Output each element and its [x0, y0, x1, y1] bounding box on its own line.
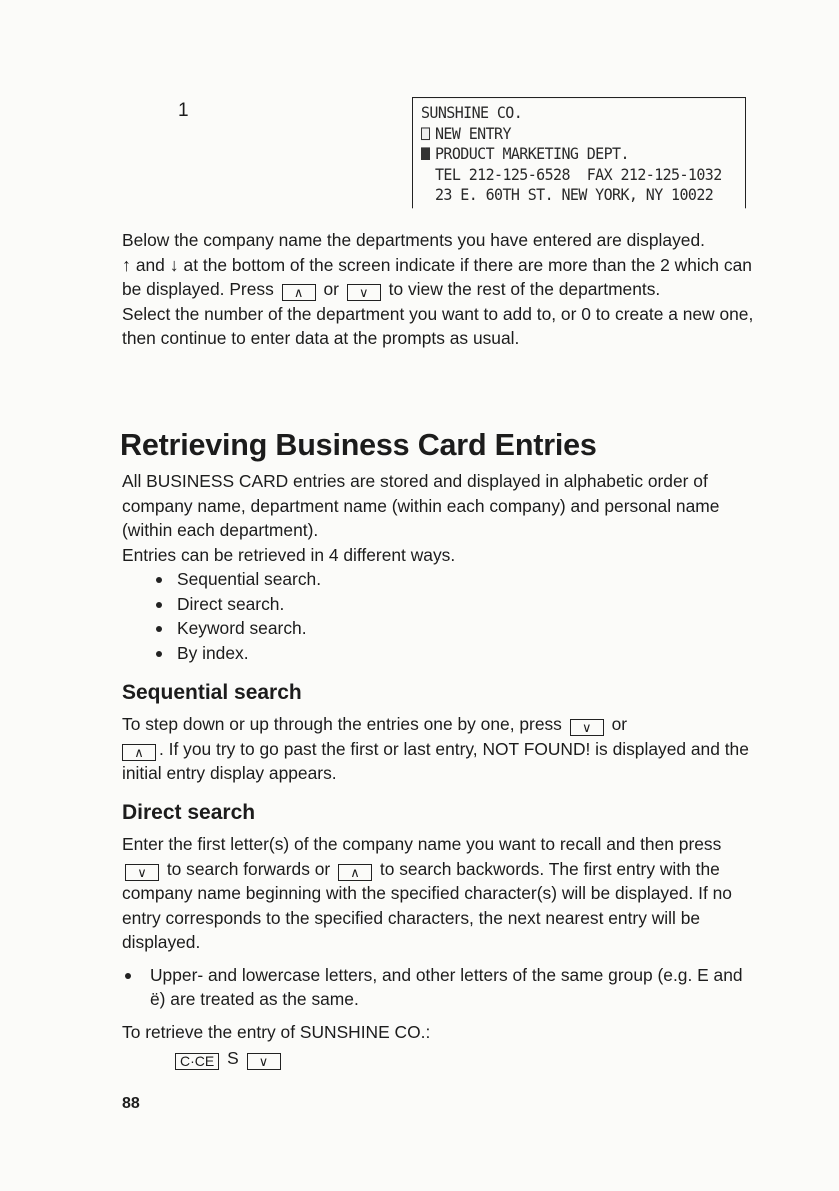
- sequential-search-text: To step down or up through the entries one by one, press ∨ or ∧ . If you try to go past the first or last entry, NOT FOUND! is displayed and the initial entry display appears.: [122, 714, 749, 783]
- lcd-line-new-entry: [421, 124, 745, 144]
- list-item: By index.: [122, 641, 762, 666]
- intro-text: [122, 228, 762, 351]
- lcd-display: [412, 97, 746, 208]
- example-letter: S: [227, 1048, 239, 1068]
- down-key-icon: ∨: [347, 284, 381, 301]
- lcd-line-phone: TEL 212-125-6528 FAX 212-125-1032: [435, 164, 722, 184]
- list-item: Direct search.: [122, 592, 762, 617]
- step-number: 1: [178, 100, 189, 121]
- direct-search-heading: Direct search: [122, 801, 256, 824]
- example-intro: To retrieve the entry of SUNSHINE CO.:: [122, 1021, 431, 1042]
- lcd-new-entry-text: NEW ENTRY: [435, 123, 511, 143]
- example-keys: [122, 1046, 762, 1071]
- down-arrow-icon: ↓: [169, 254, 179, 275]
- direct-search-text: Enter the first letter(s) of the company name you want to recall and then press ∨ to search forwards or ∧ to search backwords. The first entry with the company name beginning with the specified character(s) will be displayed. If no entry corresponds to the specified characters, the next nearest entry will be displayed. Upper- and lowercase letters, and other letters of the same group (e.g. E and ë) are treated as the same. To retrieve the entry of SUNSHINE CO.: C·CE S ∨: [122, 832, 762, 1071]
- lcd-line-address: 23 E. 60TH ST. NEW YORK, NY 10022: [435, 185, 714, 205]
- list-item: Sequential search.: [122, 567, 762, 592]
- up-key-icon: ∧: [282, 284, 316, 301]
- section-paragraph-2: Entries can be retrieved in 4 different ways.: [122, 544, 456, 565]
- direct-search-note: [122, 963, 762, 1012]
- page-number: 88: [122, 1095, 140, 1112]
- new-entry-marker-icon: [421, 127, 430, 140]
- down-key-icon: ∨: [570, 719, 604, 736]
- up-key-icon: ∧: [338, 864, 372, 881]
- down-key-icon: ∨: [125, 864, 159, 881]
- lcd-department-text: PRODUCT MARKETING DEPT.: [435, 144, 629, 164]
- section-body: [122, 469, 762, 665]
- intro-paragraph-2: ↑ and ↓ at the bottom of the screen indicate if there are more than the 2 which can be displayed. Press ∧ or ∨ to view the rest of the departments.: [122, 254, 752, 300]
- department-marker-icon: [421, 147, 430, 160]
- clear-key-icon: C·CE: [175, 1053, 219, 1070]
- retrieval-methods-list: [122, 567, 762, 665]
- lcd-line-company: SUNSHINE CO.: [421, 103, 523, 123]
- section-title: Retrieving Business Card Entries: [120, 428, 597, 462]
- up-key-icon: ∧: [122, 744, 156, 761]
- up-arrow-icon: ↑: [122, 254, 131, 275]
- down-key-icon: ∨: [247, 1053, 281, 1070]
- intro-paragraph-3: Select the number of the department you want to add to, or 0 to create a new one, then continue to enter data at the prompts as usual.: [122, 303, 754, 348]
- intro-paragraph-1: Below the company name the departments you have entered are displayed.: [122, 230, 705, 250]
- section-paragraph-1: All BUSINESS CARD entries are stored and displayed in alphabetic order of company name, department name (within each company) and personal name (within each department).: [122, 471, 720, 540]
- sequential-search-heading: Sequential search: [122, 681, 302, 704]
- lcd-line-department: [421, 144, 745, 164]
- list-item: Keyword search.: [122, 616, 762, 641]
- list-item: Upper- and lowercase letters, and other letters of the same group (e.g. E and ë) are treated as the same.: [122, 963, 762, 1012]
